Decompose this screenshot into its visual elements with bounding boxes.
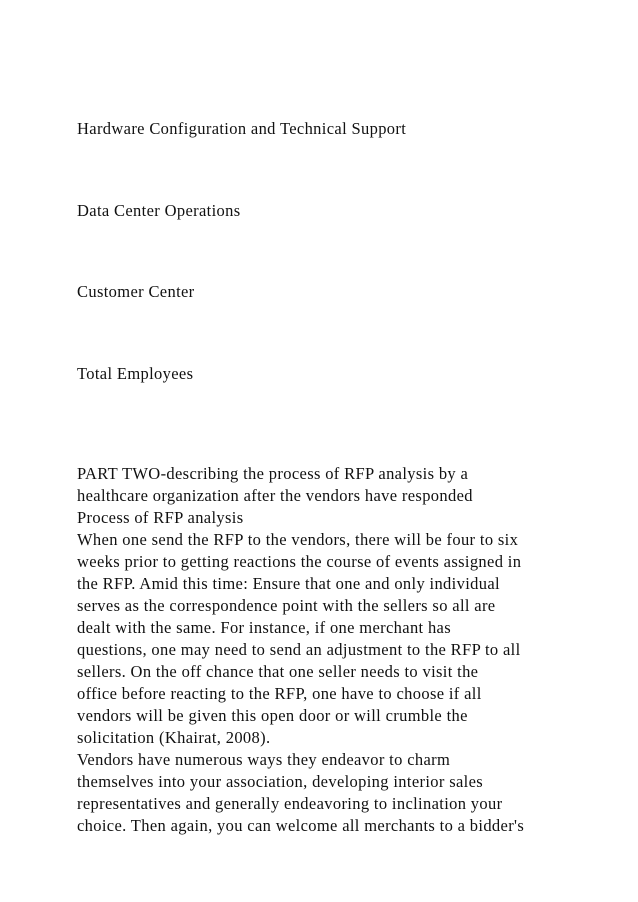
heading-customer-center: Customer Center: [77, 282, 195, 301]
body-line: When one send the RFP to the vendors, there will be four to six: [77, 530, 519, 549]
body-line: the RFP. Amid this time: Ensure that one and only individual: [77, 574, 500, 593]
body-line: questions, one may need to send an adjustment to the RFP to all: [77, 640, 521, 659]
body-line: solicitation (Khairat, 2008).: [77, 728, 271, 747]
body-line: Process of RFP analysis: [77, 508, 244, 527]
body-line: Vendors have numerous ways they endeavor to charm: [77, 750, 451, 769]
body-line: sellers. On the off chance that one seller needs to visit the: [77, 662, 479, 681]
body-line: PART TWO-describing the process of RFP analysis by a: [77, 464, 469, 483]
body-line: weeks prior to getting reactions the course of events assigned in: [77, 552, 522, 571]
body-line: office before reacting to the RFP, one have to choose if all: [77, 684, 482, 703]
body-line: healthcare organization after the vendors have responded: [77, 486, 473, 505]
body-line: themselves into your association, developing interior sales: [77, 772, 484, 791]
body-line: representatives and generally endeavoring to inclination your: [77, 794, 503, 813]
body-line: choice. Then again, you can welcome all merchants to a bidder's: [77, 816, 525, 835]
heading-hardware-configuration: Hardware Configuration and Technical Support: [77, 119, 407, 138]
heading-data-center-operations: Data Center Operations: [77, 201, 241, 220]
body-line: serves as the correspondence point with the sellers so all are: [77, 596, 496, 615]
body-line: dealt with the same. For instance, if one merchant has: [77, 618, 451, 637]
body-line: vendors will be given this open door or will crumble the: [77, 706, 468, 725]
heading-total-employees: Total Employees: [77, 364, 194, 383]
